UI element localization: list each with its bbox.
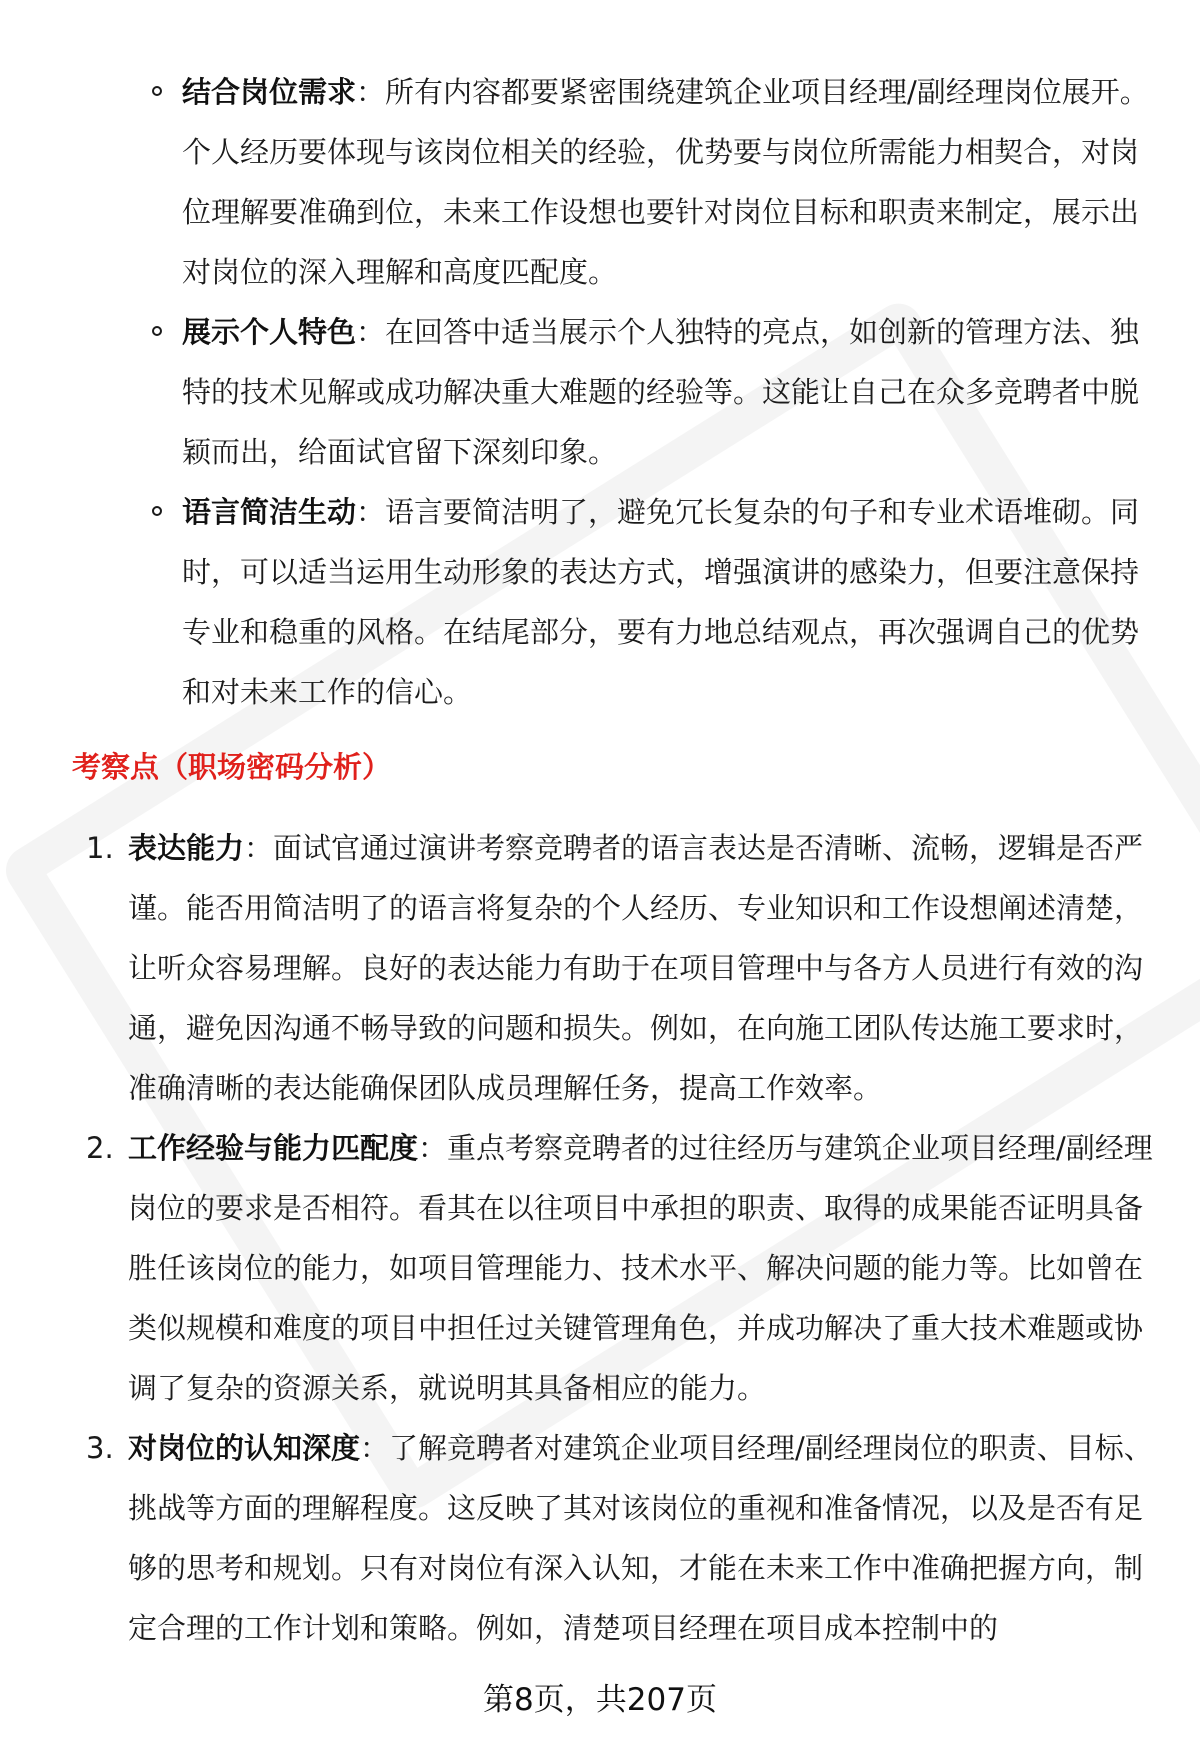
hollow-circle-bullet-icon — [152, 326, 162, 336]
section-heading: 考察点（职场密码分析） — [72, 750, 392, 784]
item-text: ：语言要简洁明了，避免冗长复杂的句子和专业术语堆砌。同时，可以适当运用生动形象的表达方式，增强演讲的感染力，但要注意保持专业和稳重的风格。在结尾部分，要有力地总结观点，再次强调自己的优势和对未来工作的信心。 — [182, 495, 1140, 709]
item-number: 3. — [86, 1431, 114, 1465]
hollow-circle-bullet-icon — [152, 506, 162, 516]
sub-bullet-list — [152, 62, 1152, 722]
item-number: 2. — [86, 1131, 114, 1165]
list-item — [80, 1418, 1160, 1658]
item-term: 展示个人特色 — [182, 315, 357, 349]
item-term: 对岗位的认知深度 — [128, 1431, 361, 1465]
page-number-footer: 第8页，共207页 — [483, 1682, 717, 1718]
item-term: 结合岗位需求 — [182, 75, 357, 109]
hollow-circle-bullet-icon — [152, 86, 162, 96]
list-item — [152, 302, 1152, 482]
item-number: 1. — [86, 831, 114, 865]
item-term: 表达能力 — [128, 831, 245, 865]
item-text: ：面试官通过演讲考察竞聘者的语言表达是否清晰、流畅，逻辑是否严谨。能否用简洁明了的语言将复杂的个人经历、专业知识和工作设想阐述清楚，让听众容易理解。良好的表达能力有助于在项目管理中与各方人员进行有效的沟通，避免因沟通不畅导致的问题和损失。例如，在向施工团队传达施工要求时，准确清晰的表达能确保团队成员理解任务，提高工作效率。 — [128, 831, 1144, 1105]
list-item — [152, 482, 1152, 722]
item-text: ：了解竞聘者对建筑企业项目经理/副经理岗位的职责、目标、挑战等方面的理解程度。这反映了其对该岗位的重视和准备情况，以及是否有足够的思考和规划。只有对岗位有深入认知，才能在未来工作中准确把握方向，制定合理的工作计划和策略。例如，清楚项目经理在项目成本控制中的 — [128, 1431, 1153, 1645]
item-text: ：所有内容都要紧密围绕建筑企业项目经理/副经理岗位展开。个人经历要体现与该岗位相关的经验，优势要与岗位所需能力相契合，对岗位理解要准确到位，未来工作设想也要针对岗位目标和职责来制定，展示出对岗位的深入理解和高度匹配度。 — [182, 75, 1149, 289]
item-term: 语言简洁生动 — [182, 495, 357, 529]
item-term: 工作经验与能力匹配度 — [128, 1131, 419, 1165]
item-text: ：重点考察竞聘者的过往经历与建筑企业项目经理/副经理岗位的要求是否相符。看其在以往项目中承担的职责、取得的成果能否证明具备胜任该岗位的能力，如项目管理能力、技术水平、解决问题的能力等。比如曾在类似规模和难度的项目中担任过关键管理角色，并成功解决了重大技术难题或协调了复杂的资源关系，就说明其具备相应的能力。 — [128, 1131, 1153, 1405]
list-item — [80, 818, 1160, 1118]
numbered-list — [80, 818, 1160, 1658]
list-item — [80, 1118, 1160, 1418]
item-text: ：在回答中适当展示个人独特的亮点，如创新的管理方法、独特的技术见解或成功解决重大难题的经验等。这能让自己在众多竞聘者中脱颖而出，给面试官留下深刻印象。 — [182, 315, 1140, 469]
list-item — [152, 62, 1152, 302]
